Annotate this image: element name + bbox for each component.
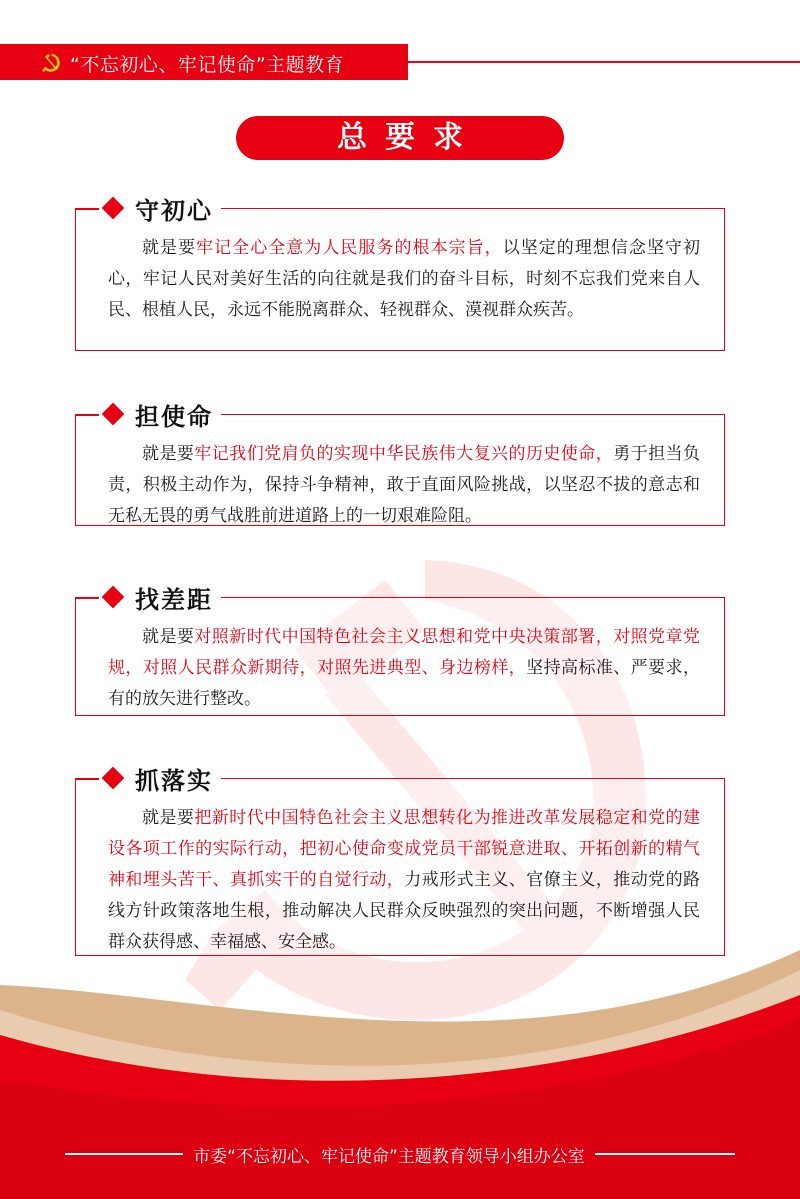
page-title: 总要求 <box>236 116 564 160</box>
header-divider <box>408 61 800 63</box>
diamond-bullet-icon <box>102 403 125 426</box>
body-text: 勇于担当负责，积极主动作为，保持斗争精神，敢于直面风险挑战，以坚忍不拔的意志和无私无畏的勇气战胜前进道路上的一切艰难险阻。 <box>108 444 701 526</box>
diamond-bullet-icon <box>102 767 125 790</box>
footer-line-right <box>595 1153 735 1155</box>
section-header <box>99 395 221 433</box>
diamond-bullet-icon <box>102 197 125 220</box>
section-dan-shiming <box>75 401 725 526</box>
body-highlight: 牢记全心全意为人民服务的根本宗旨， <box>196 238 503 258</box>
footer <box>0 1140 800 1168</box>
body-text: 以坚定的理想信念坚守初心，牢记人民对美好生活的向往就是我们的奋斗目标，时刻不忘我们党来自人民、根植人民，永远不能脱离群众、轻视群众、漠视群众疾苦。 <box>108 238 701 320</box>
section-accent-line <box>76 414 100 416</box>
section-header <box>99 759 221 797</box>
section-header <box>99 578 221 616</box>
section-shou-chuxin <box>75 195 725 351</box>
section-accent-line <box>76 778 100 780</box>
footer-organization: 市委“不忘初心、牢记使命”主题教育领导小组办公室 <box>193 1146 585 1167</box>
body-intro: 就是要 <box>142 238 197 258</box>
body-text: 力戒形式主义、官僚主义，推动党的路线方针政策落地生根，推动解决人民群众反映强烈的突出问题，不断增强人民群众获得感、幸福感、安全感。 <box>108 870 701 952</box>
section-zhua-luoshi <box>75 765 725 956</box>
body-highlight: 对照新时代中国特色社会主义思想和党中央决策部署，对照党章党规，对照人民群众新期待，对照先进典型、身边榜样， <box>108 627 701 678</box>
section-header <box>99 189 221 227</box>
section-heading: 找差距 <box>135 584 213 614</box>
section-heading: 守初心 <box>135 195 213 225</box>
section-body <box>76 209 724 336</box>
banner-title: “不忘初心、牢记使命”主题教育 <box>70 54 345 76</box>
section-body <box>76 598 724 725</box>
body-highlight: 把新时代中国特色社会主义思想转化为推进改革发展稳定和党的建设各项工作的实际行动，把初心使命变成党员干部锐意进取、开拓创新的精气神和埋头苦干、真抓实干的自觉行动， <box>108 808 701 890</box>
body-text: 坚持高标准、严要求，有的放矢进行整改。 <box>108 658 701 709</box>
body-highlight: 牢记我们党肩负的实现中华民族伟大复兴的历史使命， <box>194 444 614 464</box>
party-emblem-icon <box>40 52 62 74</box>
diamond-bullet-icon <box>102 586 125 609</box>
section-zhao-chaju <box>75 584 725 716</box>
body-intro: 就是要 <box>142 627 195 647</box>
footer-line-left <box>65 1153 183 1155</box>
header-banner <box>0 44 408 80</box>
section-body <box>76 415 724 542</box>
section-heading: 担使命 <box>135 401 213 431</box>
body-intro: 就是要 <box>142 444 195 464</box>
section-accent-line <box>76 208 100 210</box>
section-accent-line <box>76 597 100 599</box>
section-heading: 抓落实 <box>135 765 213 795</box>
body-intro: 就是要 <box>142 808 195 828</box>
